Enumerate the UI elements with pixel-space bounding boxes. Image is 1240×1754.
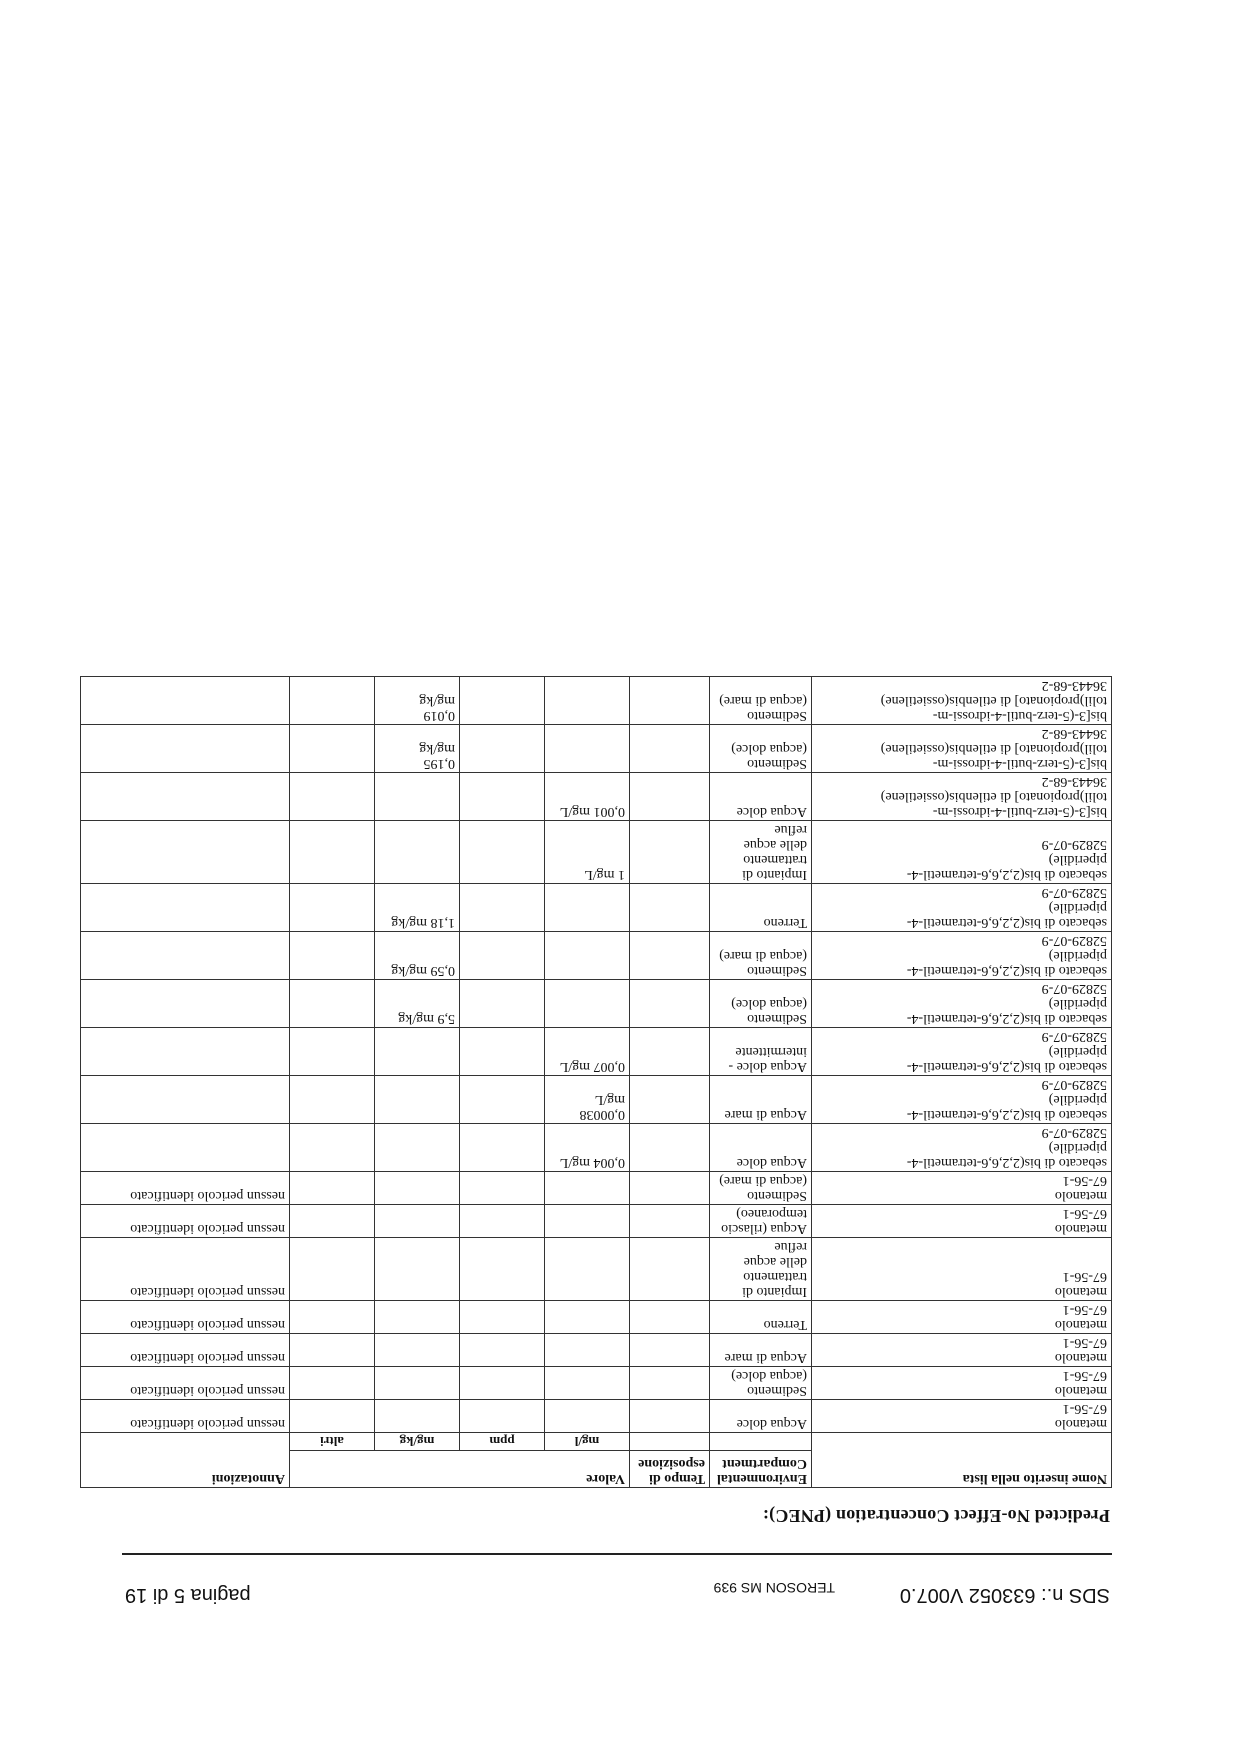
compartment-cell: Sedimento (acqua dolce) [710, 980, 812, 1028]
exposure-time-cell [630, 1076, 710, 1124]
value-ppm-cell [460, 1124, 545, 1172]
section-title: Predicted No-Effect Concentration (PNEC): [762, 1506, 1110, 1526]
table-row [80, 1301, 1111, 1334]
substance-name-cell: sebacato di bis(2,2,6,6-tetrametil-4- piperidile) 52829-07-9 [812, 1028, 1112, 1076]
table-row [80, 1367, 1111, 1400]
table-row [80, 1400, 1111, 1433]
notes-cell: nessun pericolo identificato [80, 1367, 289, 1400]
value-other-cell [289, 1301, 374, 1334]
compartment-cell: Sedimento (acqua dolce) [710, 725, 812, 773]
value-ppm-cell [460, 1076, 545, 1124]
notes-cell [80, 773, 289, 821]
table-row [80, 1334, 1111, 1367]
exposure-time-cell [630, 1400, 710, 1433]
notes-cell: nessun pericolo identificato [80, 1334, 289, 1367]
value-mgkg-cell [375, 773, 460, 821]
notes-cell [80, 1028, 289, 1076]
unit-ppm: ppm [460, 1433, 545, 1451]
compartment-cell: Sedimento (acqua di mare) [710, 1172, 812, 1205]
exposure-time-cell [630, 677, 710, 725]
value-mgkg-cell [375, 1076, 460, 1124]
notes-cell: nessun pericolo identificato [80, 1238, 289, 1301]
value-other-cell [289, 1028, 374, 1076]
value-mgkg-cell [375, 1205, 460, 1238]
page-header [125, 1566, 1110, 1606]
notes-cell: nessun pericolo identificato [80, 1205, 289, 1238]
value-mgl-cell [545, 1301, 630, 1334]
substance-name-cell: metanolo 67-56-1 [812, 1301, 1112, 1334]
col-header-notes: Annotazioni [80, 1433, 289, 1488]
compartment-cell: Acqua di mare [710, 1076, 812, 1124]
table-row [80, 773, 1111, 821]
substance-name-cell: sebacato di bis(2,2,6,6-tetrametil-4- piperidile) 52829-07-9 [812, 932, 1112, 980]
value-ppm-cell [460, 1028, 545, 1076]
table-row [80, 1076, 1111, 1124]
value-other-cell [289, 1172, 374, 1205]
exposure-time-cell [630, 1238, 710, 1301]
pnec-table [80, 676, 1112, 1488]
compartment-cell: Acqua dolce [710, 1124, 812, 1172]
value-ppm-cell [460, 821, 545, 884]
substance-name-cell: metanolo 67-56-1 [812, 1334, 1112, 1367]
value-mgl-cell: 0,004 mg/L [545, 1124, 630, 1172]
substance-name-cell: bis[3-(5-terz-butil-4-idrossi-m- tolil)propionato] di etilenbis(ossietilene) 36443-68-2 [812, 725, 1112, 773]
value-mgl-cell [545, 1205, 630, 1238]
value-ppm-cell [460, 980, 545, 1028]
exposure-time-cell [630, 980, 710, 1028]
value-mgl-cell [545, 1172, 630, 1205]
table-row [80, 884, 1111, 932]
value-other-cell [289, 980, 374, 1028]
col-header-name: Nome inserito nella lista [812, 1433, 1112, 1488]
value-other-cell [289, 773, 374, 821]
value-mgkg-cell: 5,9 mg/kg [375, 980, 460, 1028]
value-mgkg-cell [375, 1400, 460, 1433]
value-other-cell [289, 1205, 374, 1238]
substance-name-cell: bis[3-(5-terz-butil-4-idrossi-m- tolil)propionato] di etilenbis(ossietilene) 36443-68-2 [812, 677, 1112, 725]
value-mgkg-cell [375, 821, 460, 884]
notes-cell: nessun pericolo identificato [80, 1172, 289, 1205]
exposure-time-cell [630, 773, 710, 821]
compartment-cell: Impianto di trattamento delle acque reflue [710, 1238, 812, 1301]
compartment-cell: Sedimento (acqua dolce) [710, 1367, 812, 1400]
value-ppm-cell [460, 677, 545, 725]
substance-name-cell: sebacato di bis(2,2,6,6-tetrametil-4- piperidile) 52829-07-9 [812, 884, 1112, 932]
compartment-cell: Impianto di trattamento delle acque reflue [710, 821, 812, 884]
substance-name-cell: sebacato di bis(2,2,6,6-tetrametil-4- piperidile) 52829-07-9 [812, 980, 1112, 1028]
value-ppm-cell [460, 725, 545, 773]
value-ppm-cell [460, 1205, 545, 1238]
table-row [80, 1205, 1111, 1238]
table-row [80, 1238, 1111, 1301]
notes-cell [80, 980, 289, 1028]
compartment-cell: Terreno [710, 1301, 812, 1334]
value-mgl-cell: 1 mg/L [545, 821, 630, 884]
table-row [80, 932, 1111, 980]
value-mgkg-cell [375, 1334, 460, 1367]
value-ppm-cell [460, 932, 545, 980]
value-mgkg-cell [375, 1238, 460, 1301]
exposure-time-cell [630, 1367, 710, 1400]
col-header-compartment: Environmental Compartment [710, 1451, 812, 1488]
substance-name-cell: sebacato di bis(2,2,6,6-tetrametil-4- piperidile) 52829-07-9 [812, 821, 1112, 884]
value-other-cell [289, 725, 374, 773]
substance-name-cell: metanolo 67-56-1 [812, 1205, 1112, 1238]
value-other-cell [289, 1076, 374, 1124]
value-mgl-cell [545, 932, 630, 980]
value-mgl-cell: 0,007 mg/L [545, 1028, 630, 1076]
value-other-cell [289, 1334, 374, 1367]
header-divider [122, 1553, 1112, 1555]
value-other-cell [289, 677, 374, 725]
value-mgl-cell: 0,00038 mg/L [545, 1076, 630, 1124]
substance-name-cell: sebacato di bis(2,2,6,6-tetrametil-4- piperidile) 52829-07-9 [812, 1124, 1112, 1172]
compartment-cell: Acqua di mare [710, 1334, 812, 1367]
unit-other: altri [289, 1433, 374, 1451]
exposure-time-cell [630, 1124, 710, 1172]
sds-number: SDS n.: 633052 V007.0 [899, 1584, 1110, 1606]
table-row [80, 677, 1111, 725]
value-mgkg-cell [375, 1172, 460, 1205]
compartment-cell: Acqua dolce [710, 773, 812, 821]
table-row [80, 1028, 1111, 1076]
notes-cell [80, 821, 289, 884]
value-mgkg-cell [375, 1367, 460, 1400]
value-mgkg-cell [375, 1124, 460, 1172]
value-ppm-cell [460, 1238, 545, 1301]
exposure-time-cell [630, 1205, 710, 1238]
value-mgl-cell [545, 677, 630, 725]
notes-cell [80, 1076, 289, 1124]
notes-cell [80, 1124, 289, 1172]
value-mgl-cell [545, 1238, 630, 1301]
value-ppm-cell [460, 1301, 545, 1334]
substance-name-cell: metanolo 67-56-1 [812, 1400, 1112, 1433]
substance-name-cell: bis[3-(5-terz-butil-4-idrossi-m- tolil)propionato] di etilenbis(ossietilene) 36443-68-2 [812, 773, 1112, 821]
value-mgl-cell: 0,001 mg/L [545, 773, 630, 821]
value-ppm-cell [460, 1172, 545, 1205]
exposure-time-cell [630, 1334, 710, 1367]
value-mgkg-cell: 0,59 mg/kg [375, 932, 460, 980]
value-mgkg-cell: 0,019 mg/kg [375, 677, 460, 725]
notes-cell [80, 725, 289, 773]
product-name: TEROSON MS 939 [713, 1580, 835, 1596]
value-other-cell [289, 1238, 374, 1301]
value-mgkg-cell: 0,195 mg/kg [375, 725, 460, 773]
compartment-cell: Sedimento (acqua di mare) [710, 932, 812, 980]
table-header-row [80, 1451, 1111, 1488]
unit-mgl: mg/l [545, 1433, 630, 1451]
substance-name-cell: sebacato di bis(2,2,6,6-tetrametil-4- piperidile) 52829-07-9 [812, 1076, 1112, 1124]
value-ppm-cell [460, 884, 545, 932]
value-mgkg-cell: 1,18 mg/kg [375, 884, 460, 932]
exposure-time-cell [630, 725, 710, 773]
page-number: pagina 5 di 19 [125, 1584, 251, 1606]
substance-name-cell: metanolo 67-56-1 [812, 1172, 1112, 1205]
value-ppm-cell [460, 773, 545, 821]
value-ppm-cell [460, 1367, 545, 1400]
exposure-time-cell [630, 1028, 710, 1076]
compartment-cell: Acqua (rilascio temporaneo) [710, 1205, 812, 1238]
value-other-cell [289, 1124, 374, 1172]
value-mgkg-cell [375, 1028, 460, 1076]
substance-name-cell: metanolo 67-56-1 [812, 1367, 1112, 1400]
value-mgl-cell [545, 980, 630, 1028]
value-mgl-cell [545, 884, 630, 932]
value-other-cell [289, 821, 374, 884]
value-ppm-cell [460, 1334, 545, 1367]
notes-cell [80, 884, 289, 932]
value-mgl-cell [545, 1367, 630, 1400]
notes-cell: nessun pericolo identificato [80, 1301, 289, 1334]
exposure-time-cell [630, 884, 710, 932]
value-mgl-cell [545, 1400, 630, 1433]
notes-cell [80, 932, 289, 980]
substance-name-cell: metanolo 67-56-1 [812, 1238, 1112, 1301]
notes-cell: nessun pericolo identificato [80, 1400, 289, 1433]
value-other-cell [289, 1367, 374, 1400]
value-mgl-cell [545, 1334, 630, 1367]
compartment-cell: Acqua dolce - intermittente [710, 1028, 812, 1076]
unit-mgkg: mg/kg [375, 1433, 460, 1451]
exposure-time-cell [630, 821, 710, 884]
compartment-cell: Acqua dolce [710, 1400, 812, 1433]
exposure-time-cell [630, 1301, 710, 1334]
table-row [80, 1124, 1111, 1172]
notes-cell [80, 677, 289, 725]
compartment-cell: Sedimento (acqua di mare) [710, 677, 812, 725]
table-row [80, 725, 1111, 773]
table-row [80, 1172, 1111, 1205]
table-body [80, 677, 1111, 1433]
value-other-cell [289, 884, 374, 932]
value-ppm-cell [460, 1400, 545, 1433]
value-other-cell [289, 932, 374, 980]
value-mgkg-cell [375, 1301, 460, 1334]
exposure-time-cell [630, 1172, 710, 1205]
table-row [80, 980, 1111, 1028]
col-header-time: Tempo di esposizione [630, 1451, 710, 1488]
compartment-cell: Terreno [710, 884, 812, 932]
value-other-cell [289, 1400, 374, 1433]
col-header-value: Valore [289, 1451, 629, 1488]
value-mgl-cell [545, 725, 630, 773]
exposure-time-cell [630, 932, 710, 980]
table-row [80, 821, 1111, 884]
